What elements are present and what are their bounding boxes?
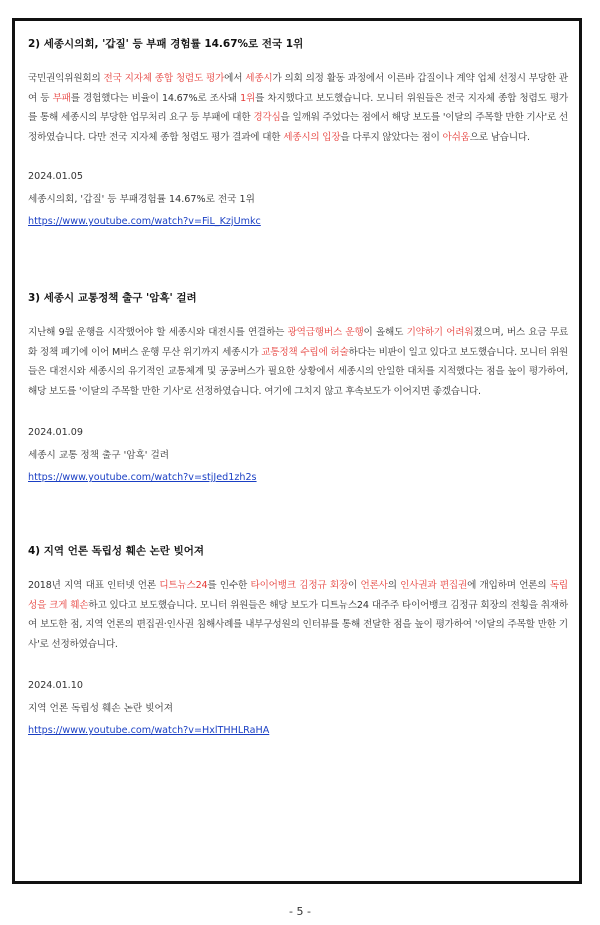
highlighted-text: 기약하기 어려워 [406, 327, 474, 338]
body-text: 를 차지했다고 보도했습니다. 모니터 위원들은 전국 지자체 종합 청렴도 평가를 통해 세종시의 부당한 업무처리 요구 등 부패에 대한 [28, 92, 568, 123]
body-text: 하고 있다고 보도했습니다. 모니터 위원들은 해당 보도가 디트뉴스24 대주주 타이어뱅크 김정규 회장의 전횡을 취재하여 보도한 점, 지역 언론의 편집권·인사권 침해사례를 내부구성원의 인터뷰를 통해 전달한 점을 높이 평가하여 '이달의 주목할 만한 기사'로 선정하였습니다. [28, 599, 568, 650]
section-heading: 4) 지역 언론 독립성 훼손 논란 빚어져 [28, 545, 205, 557]
page-number: - 5 - [289, 905, 311, 918]
body-text: 2018년 지역 대표 인터넷 언론 [28, 580, 160, 591]
article-title: 지역 언론 독립성 훼손 논란 빚어져 [28, 703, 173, 714]
article-title: 세종시의회, '갑질' 등 부패경험률 14.67%로 전국 1위 [28, 194, 255, 205]
article-date: 2024.01.10 [28, 680, 83, 691]
article-section-2 [28, 36, 568, 231]
body-text: 에 개입하며 언론의 [467, 580, 550, 591]
highlighted-text: 언론사 [360, 580, 388, 591]
article-section-3 [28, 290, 568, 487]
body-text: 를 경험했다는 비율이 14.67%로 조사돼 [70, 92, 241, 104]
body-text: 하다는 비판이 일고 있다고 보도했습니다. 모니터 위원들은 대전시와 세종시의 유기적인 교통체계 및 공공버스가 필요한 상황에서 세종시의 안일한 대처를 지적했다는 점을 높이 평가하여, 해당 보도를 '이달의 주목할 만한 기사'로 선정하였습니다. 여기에 그치지 않고 후속보도가 이어지면 좋겠습니다. [28, 346, 568, 397]
article-date: 2024.01.09 [28, 427, 83, 438]
highlighted-text: 디트뉴스24 [159, 580, 208, 591]
section-body [28, 323, 568, 401]
highlighted-text: 인사권과 편집권 [400, 580, 468, 591]
highlighted-text: 교통정책 수립에 허술 [261, 346, 349, 358]
section-body [28, 69, 568, 147]
section-body [28, 576, 568, 654]
body-text: 이 [348, 580, 361, 591]
highlighted-text: 독립성을 크게 훼손 [28, 580, 568, 611]
body-text: 가 의회 의정 활동 과정에서 이른바 갑질이나 계약 업체 선정시 부당한 관여 등 [28, 73, 569, 104]
article-link[interactable]: https://www.youtube.com/watch?v=stjJed1zh2s [28, 472, 257, 483]
body-text: 졌으며, 버스 요금 무료화 정책 폐기에 이어 M버스 운행 무산 위기까지 세종시가 [28, 327, 569, 358]
article-title: 세종시 교통 정책 출구 '암흑' 걸려 [28, 450, 170, 461]
highlighted-text: 타이어뱅크 김정규 회장 [250, 580, 349, 591]
article-date: 2024.01.05 [28, 171, 83, 182]
body-text: 이 올해도 [363, 327, 407, 338]
highlighted-text: 부패 [52, 92, 71, 104]
section-heading: 2) 세종시의회, '갑질' 등 부패 경험률 14.67%로 전국 1위 [28, 38, 304, 50]
article-section-4 [28, 543, 568, 740]
section-heading: 3) 세종시 교통정책 출구 '암흑' 걸려 [28, 292, 197, 304]
body-text: 의 [387, 580, 401, 591]
highlighted-text: 세종시의 입장 [283, 131, 341, 143]
highlighted-text: 아쉬움 [442, 131, 470, 143]
body-text: 국민권익위원회의 [28, 73, 104, 84]
body-text: 을 다루지 않았다는 점이 [340, 131, 443, 143]
body-text: 으로 남습니다. [469, 131, 530, 143]
body-text: 를 인수한 [207, 580, 251, 591]
highlighted-text: 전국 지자체 종합 청렴도 평가 [103, 73, 225, 84]
body-text: 지난해 9월 운행을 시작했어야 할 세종시와 대전시를 연결하는 [28, 327, 288, 338]
article-link[interactable]: https://www.youtube.com/watch?v=HxlTHHLRaHA [28, 725, 270, 736]
body-text: 을 일깨워 주었다는 점에서 해당 보도를 '이달의 주목할 만한 기사'로 선정하였습니다. 다만 전국 지자체 종합 청렴도 평가 결과에 대한 [28, 112, 568, 143]
highlighted-text: 세종시 [245, 73, 273, 84]
article-link[interactable]: https://www.youtube.com/watch?v=FiL_KzjUmkc [28, 216, 261, 227]
highlighted-text: 광역급행버스 운행 [287, 327, 364, 338]
body-text: 에서 [224, 73, 246, 84]
highlighted-text: 1위 [240, 92, 256, 104]
highlighted-text: 경각심 [253, 112, 281, 123]
